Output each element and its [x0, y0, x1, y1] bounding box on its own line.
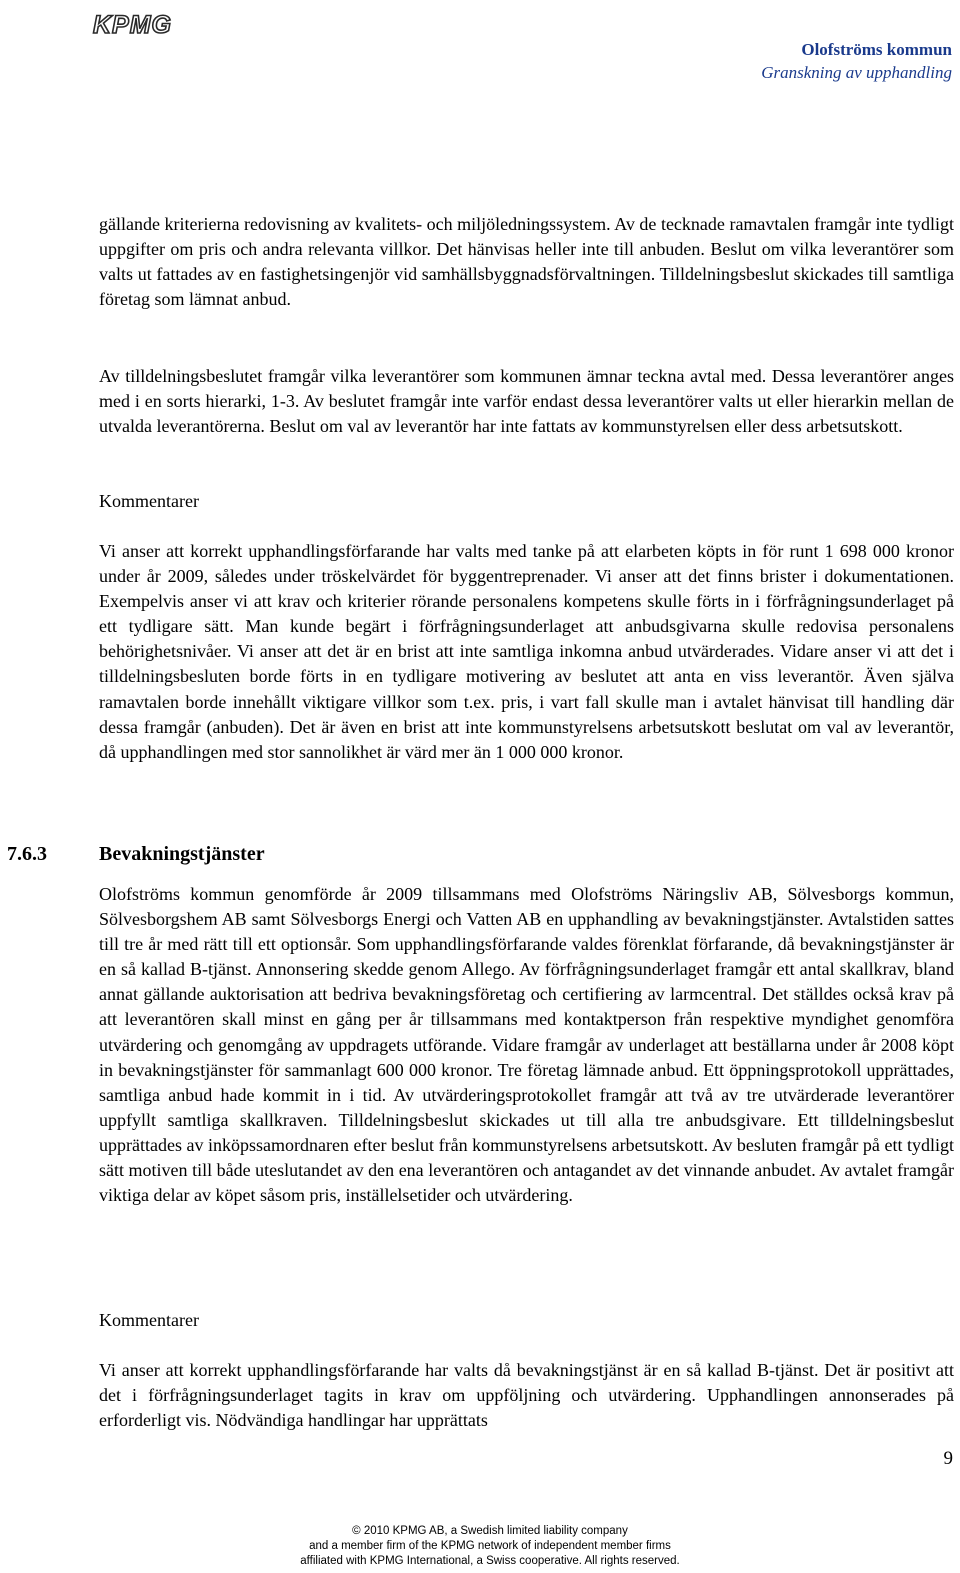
header-subtitle: Granskning av upphandling	[761, 63, 952, 82]
footer	[220, 1524, 760, 1569]
footer-line-2: and a member firm of the KPMG network of independent member firms	[309, 1540, 671, 1552]
kpmg-logo	[92, 8, 184, 38]
section-title: Bevakningstjänster	[99, 843, 265, 865]
section-number: 7.6.3	[7, 843, 47, 865]
page-number: 9	[943, 1448, 953, 1469]
paragraph-3: Vi anser att korrekt upphandlingsförfarande har valts med tanke på att elarbeten köpts in för runt 1 698 000 kronor under år 2009, således under tröskelvärdet för byggentreprenader. Vi anser att det finns brister i dokumentationen. Exempelvis anser vi att krav och kriterier rörande personalens kompetens skulle förts in i förfrågningsunderlaget på ett tydligare sätt. Man kunde begärt i förfrågningsunderlaget att anbudsgivarna skulle redovisa personalens behörighetsnivåer. Vi anser att det är en brist att inte samtliga inkomna anbud utvärderades. Vidare anser vi att det i tilldelningsbesluten borde förts in en tydligare motivering av beslutet att anta en viss leverantör. Även själva ramavtalen borde innehållt viktigare villkor som t.ex. pris, i vart fall skulle man i avtalet hänvisat till handling där dessa framgår (anbuden). Det är även en brist att inte kommunstyrelsens arbetsutskott beslutat om val av leverantör, då upphandlingen med stor sannolikhet är värd mer än 1 000 000 kronor.	[99, 541, 954, 762]
document-header	[761, 38, 952, 84]
paragraph-2: Av tilldelningsbeslutet framgår vilka leverantörer som kommunen ämnar teckna avtal med. Dessa leverantörer anges med i en sorts hierarki, 1-3. Av beslutet framgår inte varför endast dessa leverantörer valts ut eller hierarkin mellan de utvalda leverantörerna. Beslut om val av leverantör har inte fattats av kommunstyrelsen eller dess arbetsutskott.	[99, 366, 954, 437]
comments-heading-1: Kommentarer	[99, 491, 199, 511]
header-title: Olofströms kommun	[801, 40, 952, 59]
paragraph-5: Vi anser att korrekt upphandlingsförfarande har valts då bevakningstjänst är en så kallad B-tjänst. Det är positivt att det i förfrågningsunderlaget tagits in krav om uppföljning och utvärdering. Upphandlingen annonserades på erforderligt vis. Nödvändiga handlingar har upprättats	[99, 1360, 954, 1431]
paragraph-4: Olofströms kommun genomförde år 2009 tillsammans med Olofströms Näringsliv AB, Sölvesborgs kommun, Sölvesborgshem AB samt Sölvesborgs Energi och Vatten AB en upphandling av bevakningstjänster. Avtalstiden sattes till tre år med rätt till ett optionsår. Som upphandlingsförfarande valdes förenklat förfarande, då bevakningstjänster är en så kallad B-tjänst. Annonsering skedde genom Allego. Av förfrågningsunderlaget framgår ett antal skallkrav, bland annat gällande auktorisation att bedriva bevakningsföretag och certifiering av larmcentral. Det ställdes också krav på att leverantören skall minst en gång per år tillsammans med kontaktperson från respektive myndighet genomföra utvärdering och genomgång av uppdragets utförande. Vidare framgår av underlaget att beställarna under år 2008 köpt in bevakningstjänster för sammanlagt 600 000 kronor. Tre företag lämnade anbud. Ett öppningsprotokoll upprättades, samtliga anbud hade kommit in i tid. Av utvärderingsprotokollet framgår att två av tre utvärderade leverantörer uppfyllt samtliga skallkraven. Tilldelningsbeslut skickades ut till alla tre anbudsgivare. Ett tilldelningsbeslut upprättades av inköpssamordnaren efter beslut från kommunstyrelsens arbetsutskott. Av besluten framgår på ett tydligt sätt motiven till både uteslutandet av den ena leverantören och antagandet av det vinnande anbudet. Av avtalet framgår viktiga delar av köpet såsom pris, inställelsetider och utvärdering.	[99, 884, 954, 1206]
footer-line-3: affiliated with KPMG International, a Swiss cooperative. All rights reserved.	[300, 1555, 680, 1567]
footer-line-1: © 2010 KPMG AB, a Swedish limited liability company	[352, 1525, 628, 1537]
svg-text:KPMG: KPMG	[93, 11, 172, 38]
comments-heading-2: Kommentarer	[99, 1310, 199, 1330]
paragraph-1: gällande kriterierna redovisning av kvalitets- och miljöledningssystem. Av de tecknade ramavtalen framgår inte tydligt uppgifter om pris och andra relevanta villkor. Det hänvisas heller inte till anbuden. Beslut om vilka leverantörer som valts ut fattades av en fastighetsingenjör vid samhällsbyggnadsförvaltningen. Tilldelningsbeslut skickades till samtliga företag som lämnat anbud.	[99, 214, 954, 310]
